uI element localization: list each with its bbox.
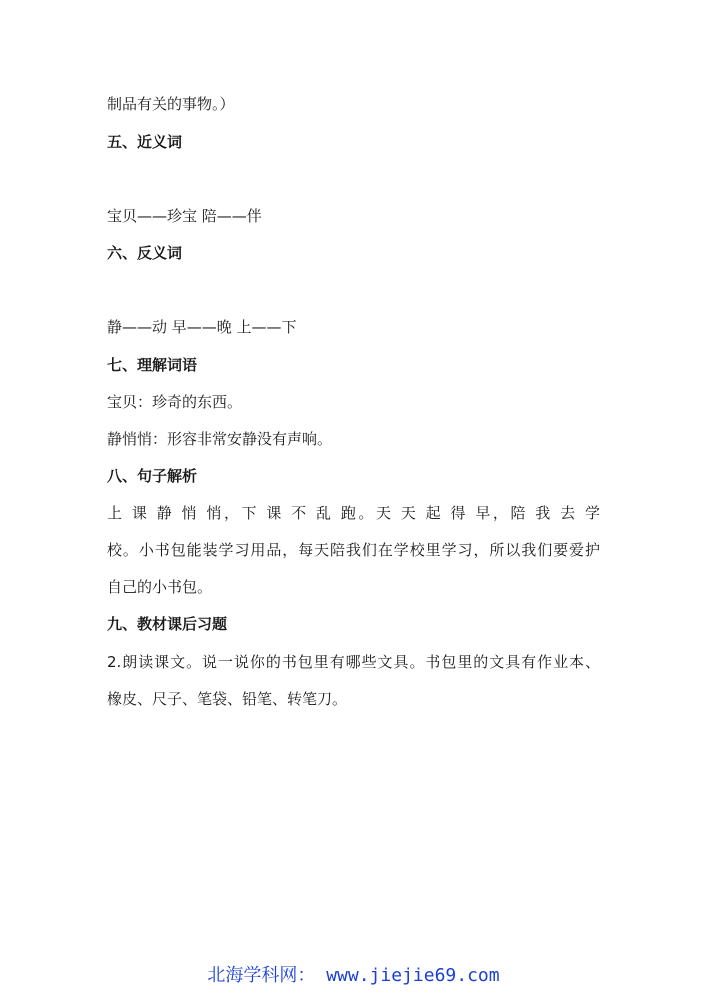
footer-website[interactable]: 北海学科网： www.jiejie69.com [207, 965, 500, 986]
section-synonyms-title: 五、近义词 [107, 133, 183, 151]
section-analysis-title: 八、句子解析 [107, 467, 198, 485]
section-exercises-title: 九、教材课后习题 [107, 615, 228, 633]
section-synonyms-body: 宝贝——珍宝 陪——伴 [107, 207, 262, 225]
section-antonyms-body: 静——动 早——晚 上——下 [107, 318, 297, 336]
analysis-line: 上 课 静 悄 悄，下 课 不 乱 跑。天 天 起 得 早，陪 我 去 学 [107, 504, 600, 522]
vocabulary-line: 宝贝：珍奇的东西。 [107, 393, 243, 411]
exercise-line: 2.朗读课文。说一说你的书包里有哪些文具。书包里的文具有作业本、 [107, 653, 600, 671]
intro-continuation: 制品有关的事物。） [107, 95, 235, 113]
analysis-line: 校。小书包能装学习用品，每天陪我们在学校里学习，所以我们要爱护 [107, 541, 600, 559]
exercise-line: 橡皮、尺子、笔袋、铅笔、转笔刀。 [107, 690, 348, 708]
section-antonyms-title: 六、反义词 [107, 244, 183, 262]
vocabulary-line: 静悄悄：形容非常安静没有声响。 [107, 430, 333, 448]
section-vocabulary-title: 七、理解词语 [107, 356, 198, 374]
analysis-line: 自己的小书包。 [107, 578, 213, 596]
